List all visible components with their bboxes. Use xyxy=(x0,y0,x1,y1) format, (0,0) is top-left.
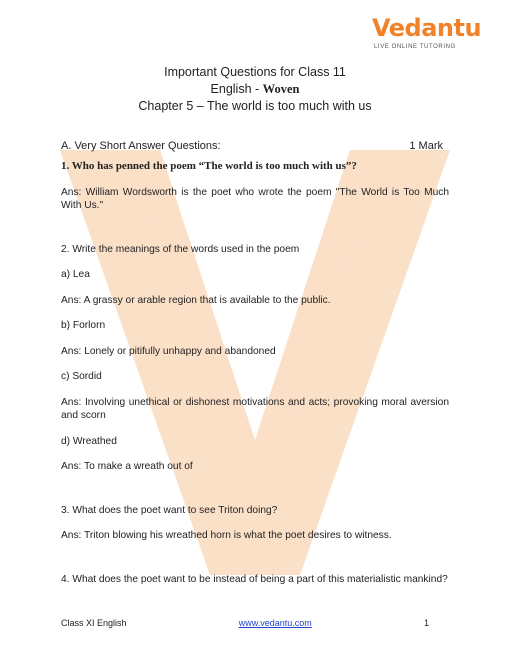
answer-sordid: Ans: Involving unethical or dishonest motivations and acts; provoking moral aversion and scorn xyxy=(61,396,449,421)
page-number: 1 xyxy=(423,618,429,628)
section-title: A. Very Short Answer Questions: xyxy=(61,140,221,152)
logo-wordmark: Vedantu xyxy=(372,14,482,42)
doc-title: Important Questions for Class 11 xyxy=(164,65,346,79)
section-heading xyxy=(61,140,449,152)
doc-chapter: Chapter 5 – The world is too much with us xyxy=(138,99,372,113)
answer-lea: Ans: A grassy or arable region that is available to the public. xyxy=(61,294,331,306)
word-sordid: c) Sordid xyxy=(61,371,102,382)
answer-wreathed: Ans: To make a wreath out of xyxy=(61,461,193,472)
footer-class: Class XI English xyxy=(61,618,127,628)
word-wreathed: d) Wreathed xyxy=(61,435,117,447)
vedantu-logo xyxy=(372,14,482,56)
page-footer xyxy=(61,618,429,628)
question-4: 4. What does the poet want to be instead of being a part of this materialistic mankind? xyxy=(61,573,448,585)
answer-3: Ans: Triton blowing his wreathed horn is what the poet desires to witness. xyxy=(61,530,392,541)
document-header xyxy=(0,64,510,115)
doc-subject: English - Woven xyxy=(210,82,300,96)
footer-website-link[interactable]: www.vedantu.com xyxy=(238,618,312,628)
word-forlorn: b) Forlorn xyxy=(61,320,106,331)
question-3: 3. What does the poet want to see Triton doing? xyxy=(61,504,278,516)
question-2: 2. Write the meanings of the words used in the poem xyxy=(61,243,300,255)
question-1: 1. Who has penned the poem “The world is too much with us”? xyxy=(61,160,357,172)
answer-forlorn: Ans: Lonely or pitifully unhappy and abandoned xyxy=(61,345,276,357)
section-marks: 1 Mark xyxy=(409,140,443,152)
logo-tagline: LIVE ONLINE TUTORING xyxy=(374,44,456,50)
word-lea: a) Lea xyxy=(61,269,90,280)
document-body xyxy=(61,140,449,598)
answer-1: Ans: William Wordsworth is the poet who wrote the poem "The World is Too Much With Us." xyxy=(61,186,449,211)
